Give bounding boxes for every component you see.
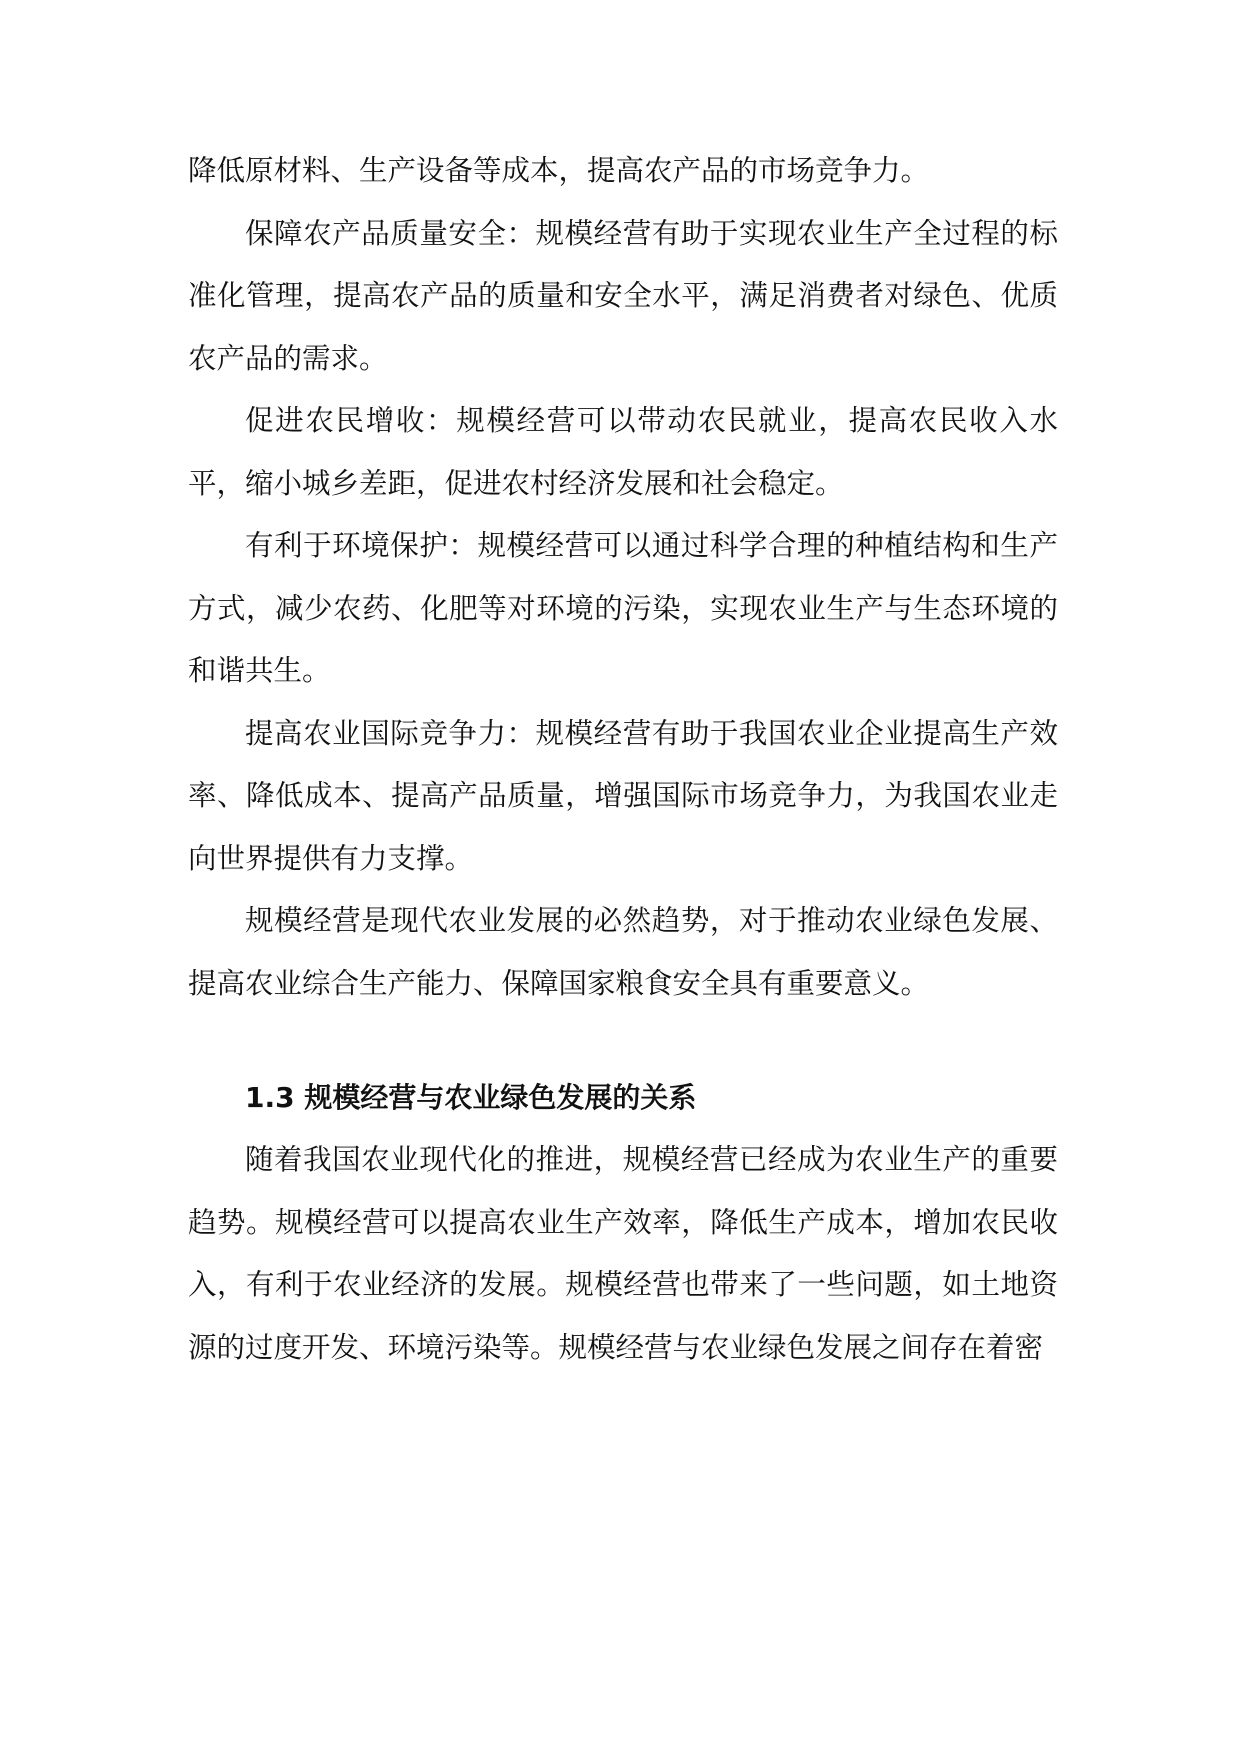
paragraph-competitiveness: 提高农业国际竞争力：规模经营有助于我国农业企业提高生产效率、降低成本、提高产品质量，增强国际市场竞争力，为我国农业走向世界提供有力支撑。 — [188, 716, 1058, 875]
document-page — [188, 140, 1058, 1379]
section-heading: 1.3 规模经营与农业绿色发展的关系 — [245, 1081, 697, 1114]
paragraph-farmer-income: 促进农民增收：规模经营可以带动农民就业，提高农民收入水平，缩小城乡差距，促进农村经济发展和社会稳定。 — [188, 404, 1058, 500]
paragraph-quality-safety: 保障农产品质量安全：规模经营有助于实现农业生产全过程的标准化管理，提高农产品的质量和安全水平，满足消费者对绿色、优质农产品的需求。 — [188, 216, 1058, 375]
paragraph-environment: 有利于环境保护：规模经营可以通过科学合理的种植结构和生产方式，减少农药、化肥等对环境的污染，实现农业生产与生态环境的和谐共生。 — [188, 529, 1058, 687]
paragraph-summary: 规模经营是现代农业发展的必然趋势，对于推动农业绿色发展、提高农业综合生产能力、保障国家粮食安全具有重要意义。 — [188, 904, 1058, 1000]
paragraph-continuation: 降低原材料、生产设备等成本，提高农产品的市场竞争力。 — [188, 154, 930, 187]
paragraph-relationship: 随着我国农业现代化的推进，规模经营已经成为农业生产的重要趋势。规模经营可以提高农业生产效率，降低生产成本，增加农民收入，有利于农业经济的发展。规模经营也带来了一些问题，如土地资源的过度开发、环境污染等。规模经营与农业绿色发展之间存在着密 — [188, 1143, 1058, 1364]
